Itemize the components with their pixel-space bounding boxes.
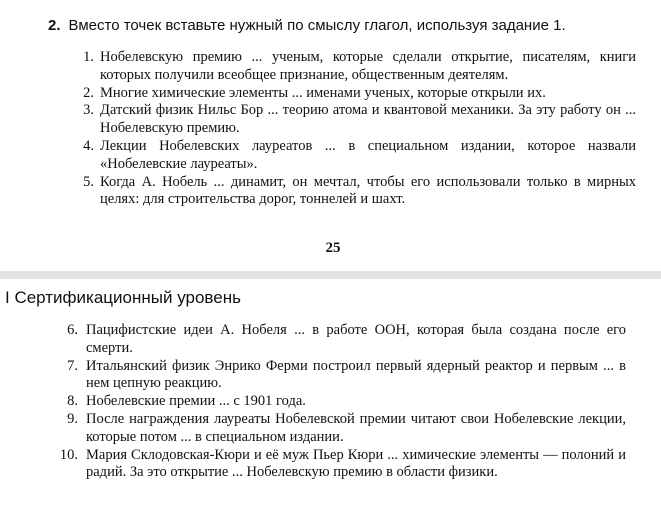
item-text: Нобелевские премии ... с 1901 года. (86, 393, 306, 410)
item-text: Когда А. Нобель ... динамит, он мечтал, чтобы его использовали только в мирных целях: для строительства дорог, тоннелей и шахт. (100, 173, 636, 208)
exercise-item (56, 447, 626, 483)
task-instruction: Вместо точек вставьте нужный по смыслу глагол, используя задание 1. (68, 17, 566, 34)
task-number: 2. (48, 17, 61, 34)
exercise-item (56, 322, 626, 358)
item-text: Многие химические элементы ... именами ученых, которые открыли их. (100, 84, 546, 101)
item-number: 9. (67, 410, 78, 427)
exercise-list-part-1 (76, 49, 636, 209)
item-text: Лекции Нобелевских лауреатов ... в специальном издании, которое назвали «Нобелевские лауреаты». (100, 137, 636, 172)
page-26-top (0, 279, 661, 512)
exercise-item (56, 411, 626, 447)
section-title: I Сертификационный уровень (5, 288, 241, 307)
item-text: Итальянский физик Энрико Ферми построил первый ядерный реактор и первым ... в нем цепную реакцию. (86, 357, 626, 392)
task-heading (48, 17, 566, 34)
item-number: 10. (59, 446, 78, 463)
item-number: 8. (67, 393, 78, 410)
item-number: 2. (83, 84, 94, 101)
page-separator (0, 271, 661, 279)
item-number: 5. (83, 173, 94, 190)
exercise-item (76, 138, 636, 174)
item-number: 4. (83, 137, 94, 154)
exercise-list-part-2 (56, 322, 626, 482)
item-number: 7. (67, 357, 78, 374)
item-text: Датский физик Нильс Бор ... теорию атома и квантовой механики. За эту работу он ... Нобелевскую премию. (100, 102, 636, 137)
item-text: Нобелевскую премию ... ученым, которые сделали открытие, писателям, книги которых получили всеобщее признание, общественным деятелям. (100, 49, 636, 83)
exercise-item (76, 102, 636, 138)
exercise-item (76, 174, 636, 210)
item-text: После награждения лауреаты Нобелевской премии читают свои Нобелевские лекции, которые потом ... в специальном издании. (86, 410, 626, 445)
exercise-item (76, 85, 636, 103)
item-number: 6. (67, 322, 78, 338)
exercise-item (56, 358, 626, 394)
item-number: 3. (83, 102, 94, 119)
item-number: 1. (83, 49, 94, 65)
item-text: Мария Склодовская-Кюри и её муж Пьер Кюри ... химические элементы — полоний и радий. За это открытие ... Нобелевскую премию в области физики. (86, 446, 626, 481)
item-text: Пацифистские идеи А. Нобеля ... в работе ООН, которая была создана после его смерти. (86, 322, 626, 356)
page-number: 25 (325, 240, 341, 256)
exercise-item (56, 393, 626, 411)
exercise-item (76, 49, 636, 85)
